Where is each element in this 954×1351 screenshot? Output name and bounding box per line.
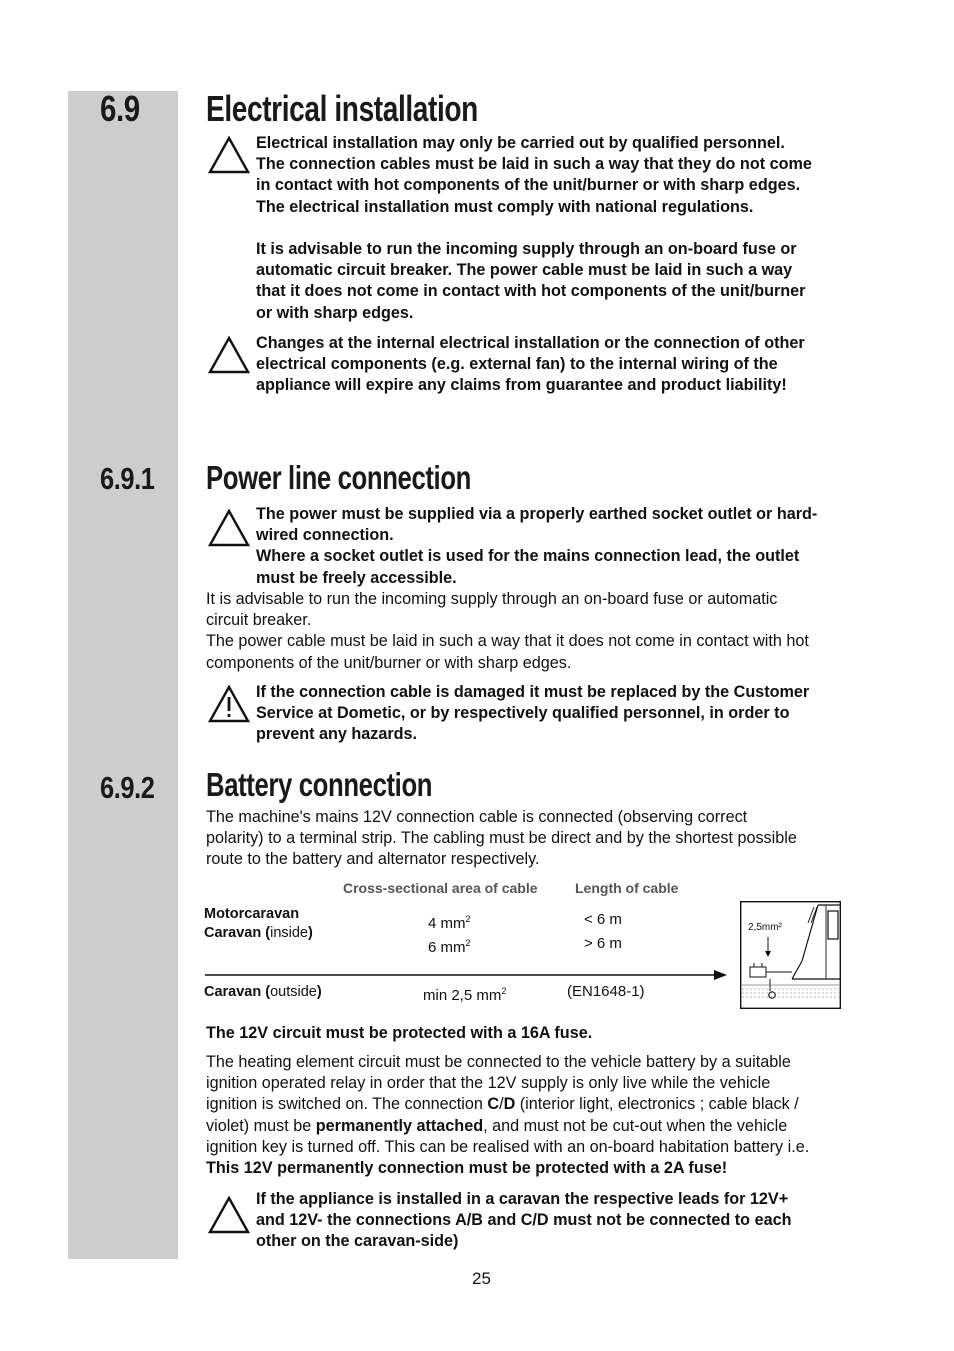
length-value: > 6 m xyxy=(584,935,622,952)
body-paragraph: It is advisable to run the incoming supply through an on-board fuse or automatic circuit breaker. The power cable must be laid in such a way that it does not come in contact with hot components of the unit/burner or with sharp edges. xyxy=(206,590,809,672)
column-header-area: Cross-sectional area of cable xyxy=(343,880,538,896)
warning-text-block: Electrical installation may only be carried out by qualified personnel. The connection cables must be laid in such a way that they do not come in contact with hot components of the unit/burner or with sharp edges. The electrical installation must comply with national regulations. xyxy=(256,134,812,216)
column-header-length: Length of cable xyxy=(575,880,679,896)
area-value: 4 $mm^2$ xyxy=(428,914,471,932)
length-value: < 6 m xyxy=(584,911,622,928)
area-value: min 2,5 $mm^2$ xyxy=(423,986,507,1004)
warning-triangle-icon xyxy=(208,136,250,174)
warning-triangle-icon xyxy=(208,1196,250,1234)
warning-text-block: The power must be supplied via a properly earthed socket outlet or hard- wired connection. Where a socket outlet is used for the mains connection lead, the outlet must be freely accessible. xyxy=(256,505,818,587)
section-title: Electrical installation xyxy=(206,88,478,129)
section-number: 6.9 xyxy=(100,88,140,129)
body-paragraph: The machine's mains 12V connection cable is connected (observing correct polarity) to a terminal strip. The cabling must be direct and by the shortest possible route to the battery and alternator respectively. xyxy=(206,808,797,869)
warning-text-block: If the appliance is installed in a caravan the respective leads for 12V+ and 12V- the connections A/B and C/D must not be connected to each other on the caravan-side) xyxy=(256,1190,792,1251)
body-paragraph: The heating element circuit must be connected to the vehicle battery by a suitable ignition operated relay in order that the 12V supply is only live while the vehicle ignition is switched on. The connection C/D (interior light, electronics ; cable black / violet) must be permanently attached, and must not be cut-out when the vehicle ignition key is turned off. This can be realised with an on-board habitation battery i.e. This 12V permanently connection must be protected with a 2A fuse! xyxy=(206,1053,810,1178)
fuse-note: The 12V circuit must be protected with a 16A fuse. xyxy=(206,1024,593,1042)
warning-text-block: If the connection cable is damaged it must be replaced by the Customer Service at Dometic, or by respectively qualified personnel, in order to prevent any hazards. xyxy=(256,683,810,744)
warning-triangle-icon xyxy=(208,336,250,374)
row-label-caravan-outside: Caravan (outside) xyxy=(204,984,322,1000)
diagram-label: 2,5mm² xyxy=(748,922,782,933)
section-number: 6.9.1 xyxy=(100,461,155,496)
section-number: 6.9.2 xyxy=(100,770,155,805)
caravan-wiring-diagram xyxy=(740,901,841,1009)
row-label-caravan-inside: Caravan (inside) xyxy=(204,925,313,941)
warning-triangle-icon xyxy=(208,509,250,547)
exclamation-warning-icon xyxy=(208,685,250,723)
left-margin-bar xyxy=(68,91,178,1259)
section-title: Battery connection xyxy=(206,766,433,803)
area-value: 6 $mm^2$ xyxy=(428,938,471,956)
page-number: 25 xyxy=(472,1269,491,1288)
warning-text-block: Changes at the internal electrical installation or the connection of other electrical components (e.g. external fan) to the internal wiring of the appliance will expire any claims from guarantee and product liability! xyxy=(256,334,805,395)
warning-text-block: It is advisable to run the incoming supply through an on-board fuse or automatic circuit breaker. The power cable must be laid in such a way that it does not come in contact with hot components of the unit/burner or with sharp edges. xyxy=(256,240,806,322)
length-value: (EN1648-1) xyxy=(567,983,645,1000)
section-title: Power line connection xyxy=(206,459,471,496)
row-label-motorcaravan: Motorcaravan xyxy=(204,906,300,922)
